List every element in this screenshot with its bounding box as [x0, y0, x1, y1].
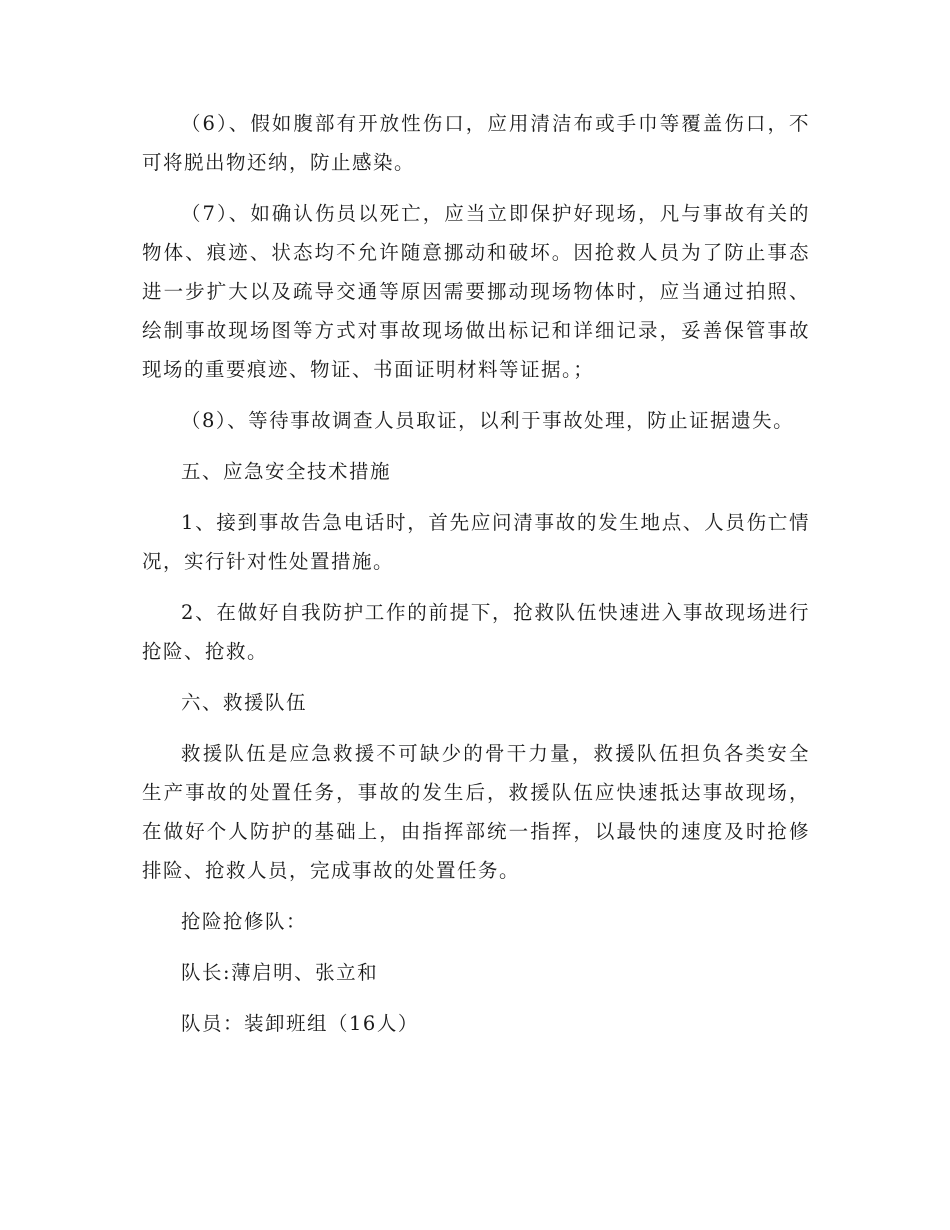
section-heading-emergency-measures: 五、应急安全技术措施	[181, 460, 392, 483]
paragraph-rescue-team-description: 救援队伍是应急救援不可缺少的骨干力量，救援队伍担负各类安全生产事故的处置任务，事故的发生后，救援队伍应快速抵达事故现场，在做好个人防护的基础上，由指挥部统一指挥，以最快的速度及时抢修排险、抢救人员，完成事故的处置任务。	[142, 742, 810, 882]
paragraph-repair-team-label: 抢险抢修队：	[181, 910, 308, 933]
paragraph-measure-2: 2、在做好自我防护工作的前提下，抢救队伍快速进入事故现场进行抢险、抢救。	[142, 601, 810, 663]
paragraph-team-members: 队员：装卸班组（16人）	[181, 1012, 419, 1035]
paragraph-measure-1: 1、接到事故告急电话时，首先应问清事故的发生地点、人员伤亡情况，实行针对性处置措施。	[142, 511, 810, 573]
paragraph-item-8: （8）、等待事故调查人员取证，以利于事故处理，防止证据遗失。	[181, 409, 795, 432]
document-body	[142, 104, 810, 1055]
paragraph-item-6: （6）、假如腹部有开放性伤口，应用清洁布或手巾等覆盖伤口，不可将脱出物还纳，防止感染。	[142, 112, 810, 174]
paragraph-item-7: （7）、如确认伤员以死亡，应当立即保护好现场，凡与事故有关的物体、痕迹、状态均不允许随意挪动和破坏。因抢救人员为了防止事态进一步扩大以及疏导交通等原因需要挪动现场物体时，应当通过拍照、绘制事故现场图等方式对事故现场做出标记和详细记录，妥善保管事故现场的重要痕迹、物证、书面证明材料等证据。；	[142, 202, 810, 381]
section-heading-rescue-team: 六、救援队伍	[181, 691, 308, 714]
paragraph-team-leaders: 队长:薄启明、张立和	[181, 961, 379, 984]
